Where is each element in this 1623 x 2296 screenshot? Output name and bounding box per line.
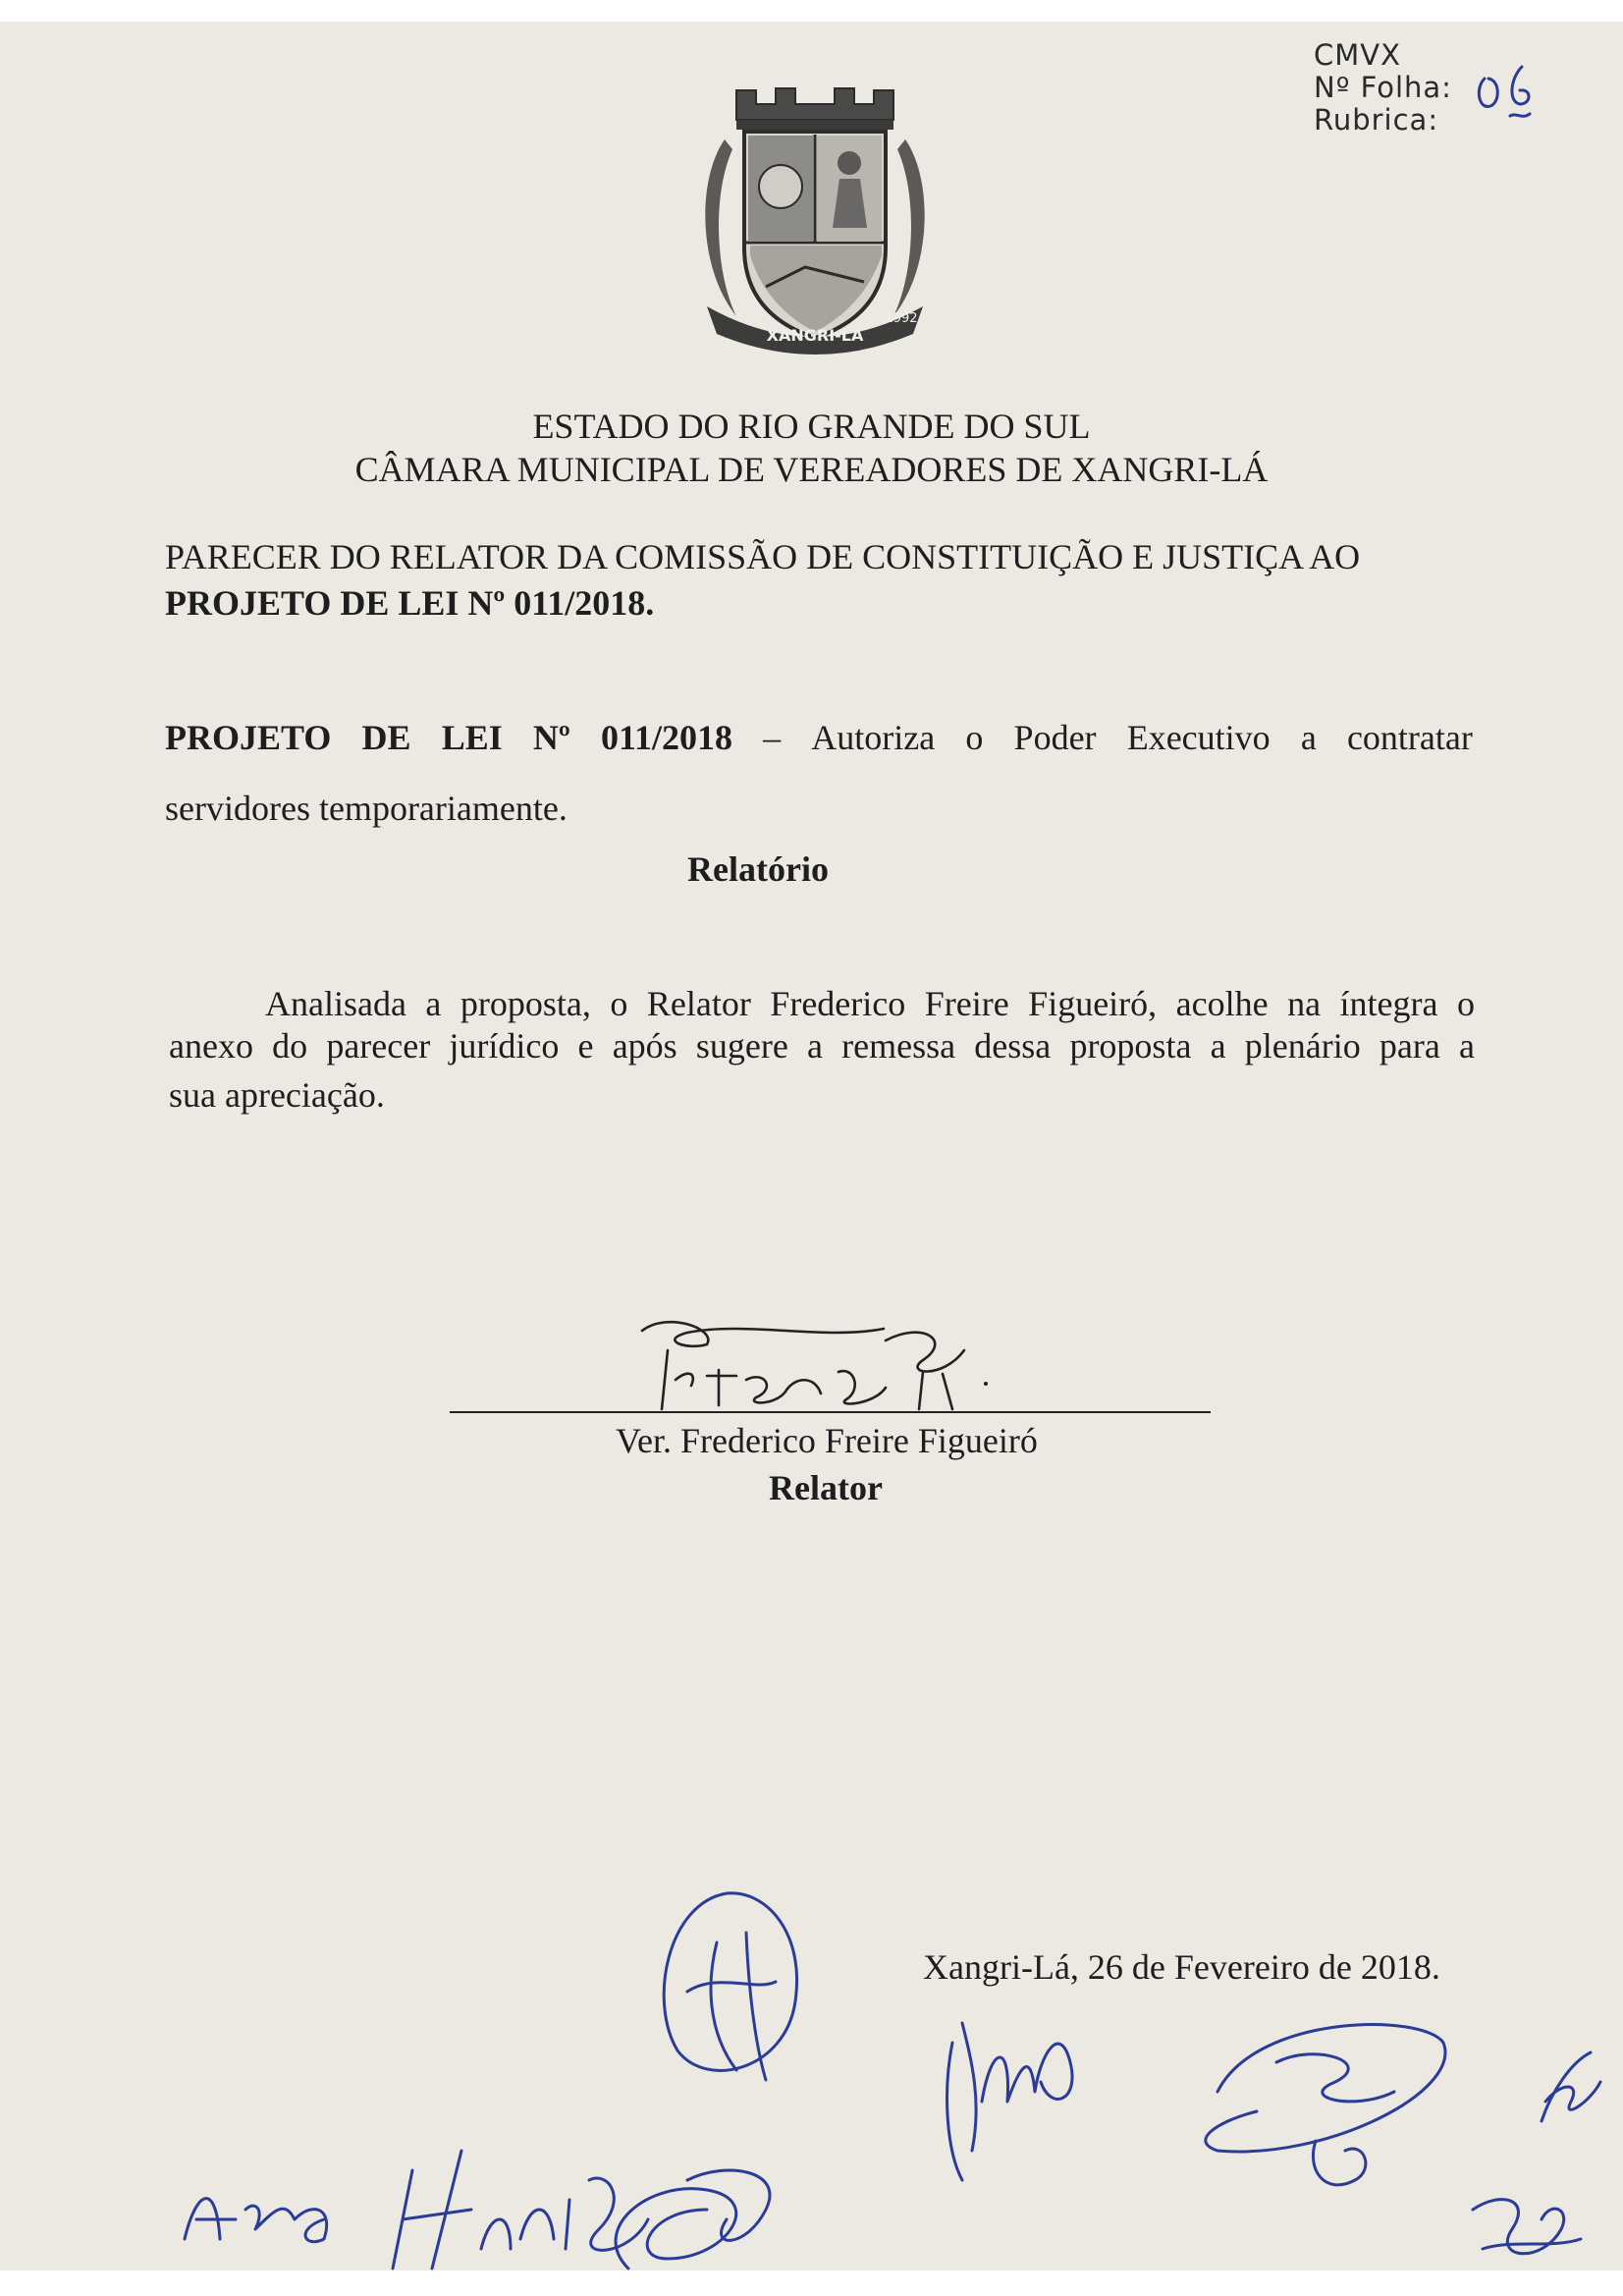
- ementa-line-1: [165, 717, 1473, 758]
- committee-signature-5: [177, 2141, 903, 2278]
- ementa-word: a: [1300, 718, 1317, 757]
- committee-signature-1: [638, 1884, 815, 2090]
- signatory-name: Ver. Frederico Freire Figueiró: [616, 1421, 1038, 1460]
- protocol-stamp: [1314, 39, 1452, 137]
- state-heading: ESTADO DO RIO GRANDE DO SUL: [532, 407, 1091, 446]
- ementa-word: Poder: [1013, 718, 1097, 757]
- municipal-coat-of-arms: [668, 81, 962, 360]
- committee-signature-2: [933, 2003, 1090, 2190]
- handwritten-folha-number: [1471, 59, 1559, 128]
- ementa-word: contratar: [1346, 718, 1473, 757]
- ementa-word: PROJETO: [165, 718, 332, 757]
- ementa-word: o: [965, 718, 984, 757]
- stamp-line-rubrica: Rubrica:: [1314, 103, 1439, 137]
- section-heading: Relatório: [687, 849, 829, 889]
- chamber-heading: CÂMARA MUNICIPAL DE VEREADORES DE XANGRI-LÁ: [354, 450, 1269, 489]
- body-line-1: Analisada a proposta, o Relator Frederico Freire Figueiró, acolhe na íntegra o: [265, 984, 1475, 1023]
- ementa-word: 011/2018: [600, 718, 732, 757]
- signatory-role: Relator: [769, 1468, 883, 1507]
- ementa-line-2: servidores temporariamente.: [165, 789, 568, 828]
- committee-signature-3: [1178, 2003, 1453, 2200]
- signature-line: [450, 1411, 1211, 1413]
- ementa-word: Autoriza: [811, 718, 936, 757]
- place-date: Xangri-Lá, 26 de Fevereiro de 2018.: [923, 1947, 1440, 1987]
- ementa-word: LEI: [441, 718, 503, 757]
- stamp-line-cmvx: CMVX: [1314, 38, 1401, 72]
- rapporteur-signature: [628, 1311, 1001, 1419]
- stamp-line-folha: Nº Folha:: [1314, 71, 1452, 104]
- ementa-word: Executivo: [1126, 718, 1271, 757]
- committee-signature-4: [1532, 2043, 1605, 2131]
- committee-signature-6: [1463, 2170, 1591, 2278]
- ementa-word: Nº: [532, 718, 570, 757]
- body-line-3: sua apreciação.: [169, 1075, 385, 1115]
- title-line-1: PARECER DO RELATOR DA COMISSÃO DE CONSTITUIÇÃO E JUSTIÇA AO: [165, 537, 1361, 576]
- ementa-word: –: [763, 718, 782, 757]
- crest-banner-text: XANGRI-LÁ: [766, 326, 864, 345]
- crest-year: 1992: [885, 311, 918, 326]
- body-line-2: anexo do parecer jurídico e após sugere a remessa dessa proposta a plenário para a: [169, 1026, 1475, 1066]
- title-line-2: PROJETO DE LEI Nº 011/2018.: [165, 583, 655, 623]
- ementa-word: DE: [361, 718, 411, 757]
